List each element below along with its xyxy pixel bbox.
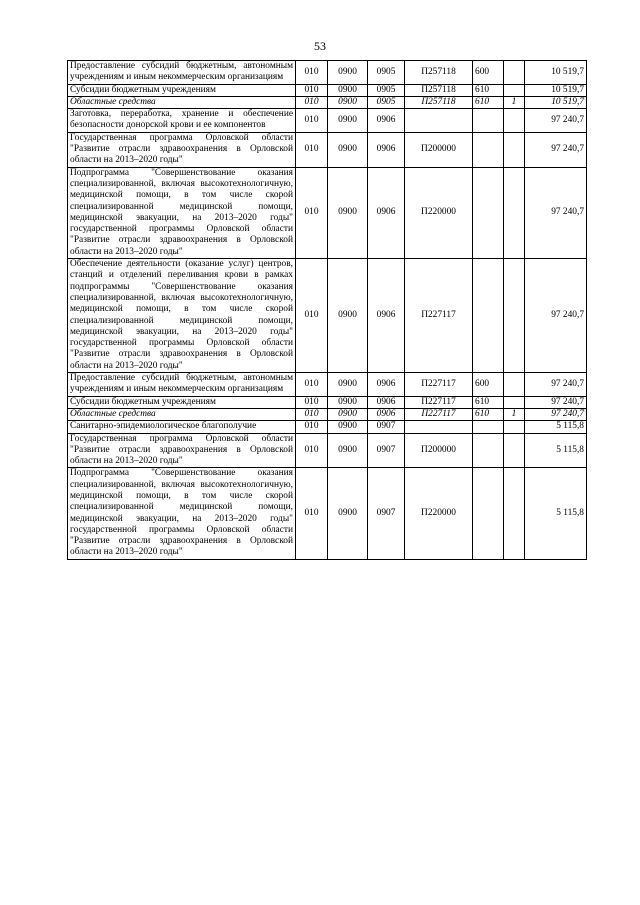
ministry-code: 010	[296, 373, 328, 397]
expense-type-code: 610	[473, 396, 504, 408]
ministry-code: 010	[296, 259, 328, 373]
ministry-code: 010	[296, 132, 328, 167]
target-article-code: П200000	[405, 132, 473, 167]
expense-type-code: 610	[473, 84, 504, 96]
subsection-code: 0907	[368, 468, 405, 559]
funding-source-code	[504, 109, 525, 133]
ministry-code: 010	[296, 96, 328, 108]
expense-type-code	[473, 433, 504, 468]
table-row	[68, 96, 587, 108]
funding-source-code	[504, 433, 525, 468]
amount: 97 240,7	[525, 408, 587, 420]
row-name: Санитарно-эпидемиологическое благополучие	[68, 421, 296, 433]
row-name: Подпрограмма "Совершенствование оказания специализированной, включая высокотехнологичную, медицинской помощи, в том числе скорой специализированной медицинской помощи, медицинской эвакуации, на 2013–2020 годы" государственной программы Орловской области "Развитие отрасли здравоохранения в Орловской области на 2013–2020 годы"	[68, 468, 296, 559]
table-row	[68, 433, 587, 468]
expense-type-code: 610	[473, 96, 504, 108]
expense-type-code	[473, 132, 504, 167]
table-row	[68, 421, 587, 433]
ministry-code: 010	[296, 167, 328, 258]
table-row	[68, 61, 587, 85]
ministry-code: 010	[296, 408, 328, 420]
expense-type-code	[473, 259, 504, 373]
row-name: Обеспечение деятельности (оказание услуг) центров, станций и отделений переливания крови в рамках подпрограммы "Совершенствование оказания специализированной, включая высокотехнологичную, медицинской помощи, в том числе скорой специализированной медицинской помощи, медицинской эвакуации, на 2013–2020 годы" государственной программы Орловской области "Развитие отрасли здравоохранения в Орловской области на 2013–2020 годы"	[68, 259, 296, 373]
subsection-code: 0905	[368, 96, 405, 108]
subsection-code: 0906	[368, 109, 405, 133]
amount: 97 240,7	[525, 396, 587, 408]
target-article-code: П257118	[405, 84, 473, 96]
section-code: 0900	[328, 408, 368, 420]
section-code: 0900	[328, 167, 368, 258]
ministry-code: 010	[296, 396, 328, 408]
ministry-code: 010	[296, 421, 328, 433]
subsection-code: 0905	[368, 61, 405, 85]
funding-source-code	[504, 421, 525, 433]
section-code: 0900	[328, 373, 368, 397]
subsection-code: 0906	[368, 167, 405, 258]
table-row	[68, 132, 587, 167]
row-name: Заготовка, переработка, хранение и обеспечение безопасности донорской крови и ее компонентов	[68, 109, 296, 133]
funding-source-code	[504, 167, 525, 258]
amount: 10 519,7	[525, 84, 587, 96]
amount: 5 115,8	[525, 468, 587, 559]
subsection-code: 0907	[368, 433, 405, 468]
ministry-code: 010	[296, 468, 328, 559]
amount: 5 115,8	[525, 433, 587, 468]
subsection-code: 0906	[368, 396, 405, 408]
row-name: Областные средства	[68, 96, 296, 108]
row-name: Предоставление субсидий бюджетным, автономным учреждениям и иным некоммерческим организациям	[68, 61, 296, 85]
amount: 5 115,8	[525, 421, 587, 433]
ministry-code: 010	[296, 84, 328, 96]
target-article-code: П257118	[405, 96, 473, 108]
subsection-code: 0905	[368, 84, 405, 96]
table-row	[68, 396, 587, 408]
expense-type-code: 610	[473, 408, 504, 420]
funding-source-code	[504, 132, 525, 167]
row-name: Государственная программа Орловской области "Развитие отрасли здравоохранения в Орловской области на 2013–2020 годы"	[68, 132, 296, 167]
funding-source-code	[504, 373, 525, 397]
section-code: 0900	[328, 61, 368, 85]
row-name: Предоставление субсидий бюджетным, автономным учреждениям и иным некоммерческим организациям	[68, 373, 296, 397]
expense-type-code: 600	[473, 61, 504, 85]
target-article-code	[405, 421, 473, 433]
amount: 97 240,7	[525, 132, 587, 167]
table-body	[68, 61, 587, 560]
expense-type-code	[473, 109, 504, 133]
ministry-code: 010	[296, 61, 328, 85]
ministry-code: 010	[296, 109, 328, 133]
amount: 97 240,7	[525, 259, 587, 373]
table-row	[68, 259, 587, 373]
table-row	[68, 373, 587, 397]
row-name: Подпрограмма "Совершенствование оказания специализированной, включая высокотехнологичную, медицинской помощи, в том числе скорой специализированной медицинской помощи, медицинской эвакуации, на 2013–2020 годы" государственной программы Орловской области "Развитие отрасли здравоохранения в Орловской области на 2013–2020 годы"	[68, 167, 296, 258]
section-code: 0900	[328, 396, 368, 408]
expense-type-code	[473, 167, 504, 258]
amount: 10 519,7	[525, 96, 587, 108]
table-row	[68, 408, 587, 420]
table-row	[68, 109, 587, 133]
budget-table	[67, 60, 587, 560]
section-code: 0900	[328, 421, 368, 433]
funding-source-code	[504, 468, 525, 559]
amount: 97 240,7	[525, 167, 587, 258]
table-row	[68, 167, 587, 258]
target-article-code	[405, 109, 473, 133]
page-number: 53	[314, 39, 326, 53]
subsection-code: 0906	[368, 259, 405, 373]
funding-source-code	[504, 259, 525, 373]
table-row	[68, 84, 587, 96]
expense-type-code	[473, 468, 504, 559]
amount: 97 240,7	[525, 373, 587, 397]
target-article-code: П227117	[405, 259, 473, 373]
row-name: Государственная программа Орловской области "Развитие отрасли здравоохранения в Орловской области на 2013–2020 годы"	[68, 433, 296, 468]
table-row	[68, 468, 587, 559]
section-code: 0900	[328, 433, 368, 468]
expense-type-code: 600	[473, 373, 504, 397]
funding-source-code: 1	[504, 408, 525, 420]
target-article-code: П227117	[405, 373, 473, 397]
funding-source-code	[504, 396, 525, 408]
section-code: 0900	[328, 468, 368, 559]
subsection-code: 0906	[368, 132, 405, 167]
subsection-code: 0906	[368, 373, 405, 397]
funding-source-code: 1	[504, 96, 525, 108]
funding-source-code	[504, 84, 525, 96]
section-code: 0900	[328, 132, 368, 167]
subsection-code: 0906	[368, 408, 405, 420]
section-code: 0900	[328, 84, 368, 96]
section-code: 0900	[328, 96, 368, 108]
row-name: Субсидии бюджетным учреждениям	[68, 84, 296, 96]
section-code: 0900	[328, 259, 368, 373]
target-article-code: П220000	[405, 468, 473, 559]
target-article-code: П220000	[405, 167, 473, 258]
amount: 10 519,7	[525, 61, 587, 85]
target-article-code: П200000	[405, 433, 473, 468]
ministry-code: 010	[296, 433, 328, 468]
row-name: Областные средства	[68, 408, 296, 420]
section-code: 0900	[328, 109, 368, 133]
funding-source-code	[504, 61, 525, 85]
target-article-code: П227117	[405, 408, 473, 420]
target-article-code: П227117	[405, 396, 473, 408]
amount: 97 240,7	[525, 109, 587, 133]
subsection-code: 0907	[368, 421, 405, 433]
target-article-code: П257118	[405, 61, 473, 85]
expense-type-code	[473, 421, 504, 433]
row-name: Субсидии бюджетным учреждениям	[68, 396, 296, 408]
